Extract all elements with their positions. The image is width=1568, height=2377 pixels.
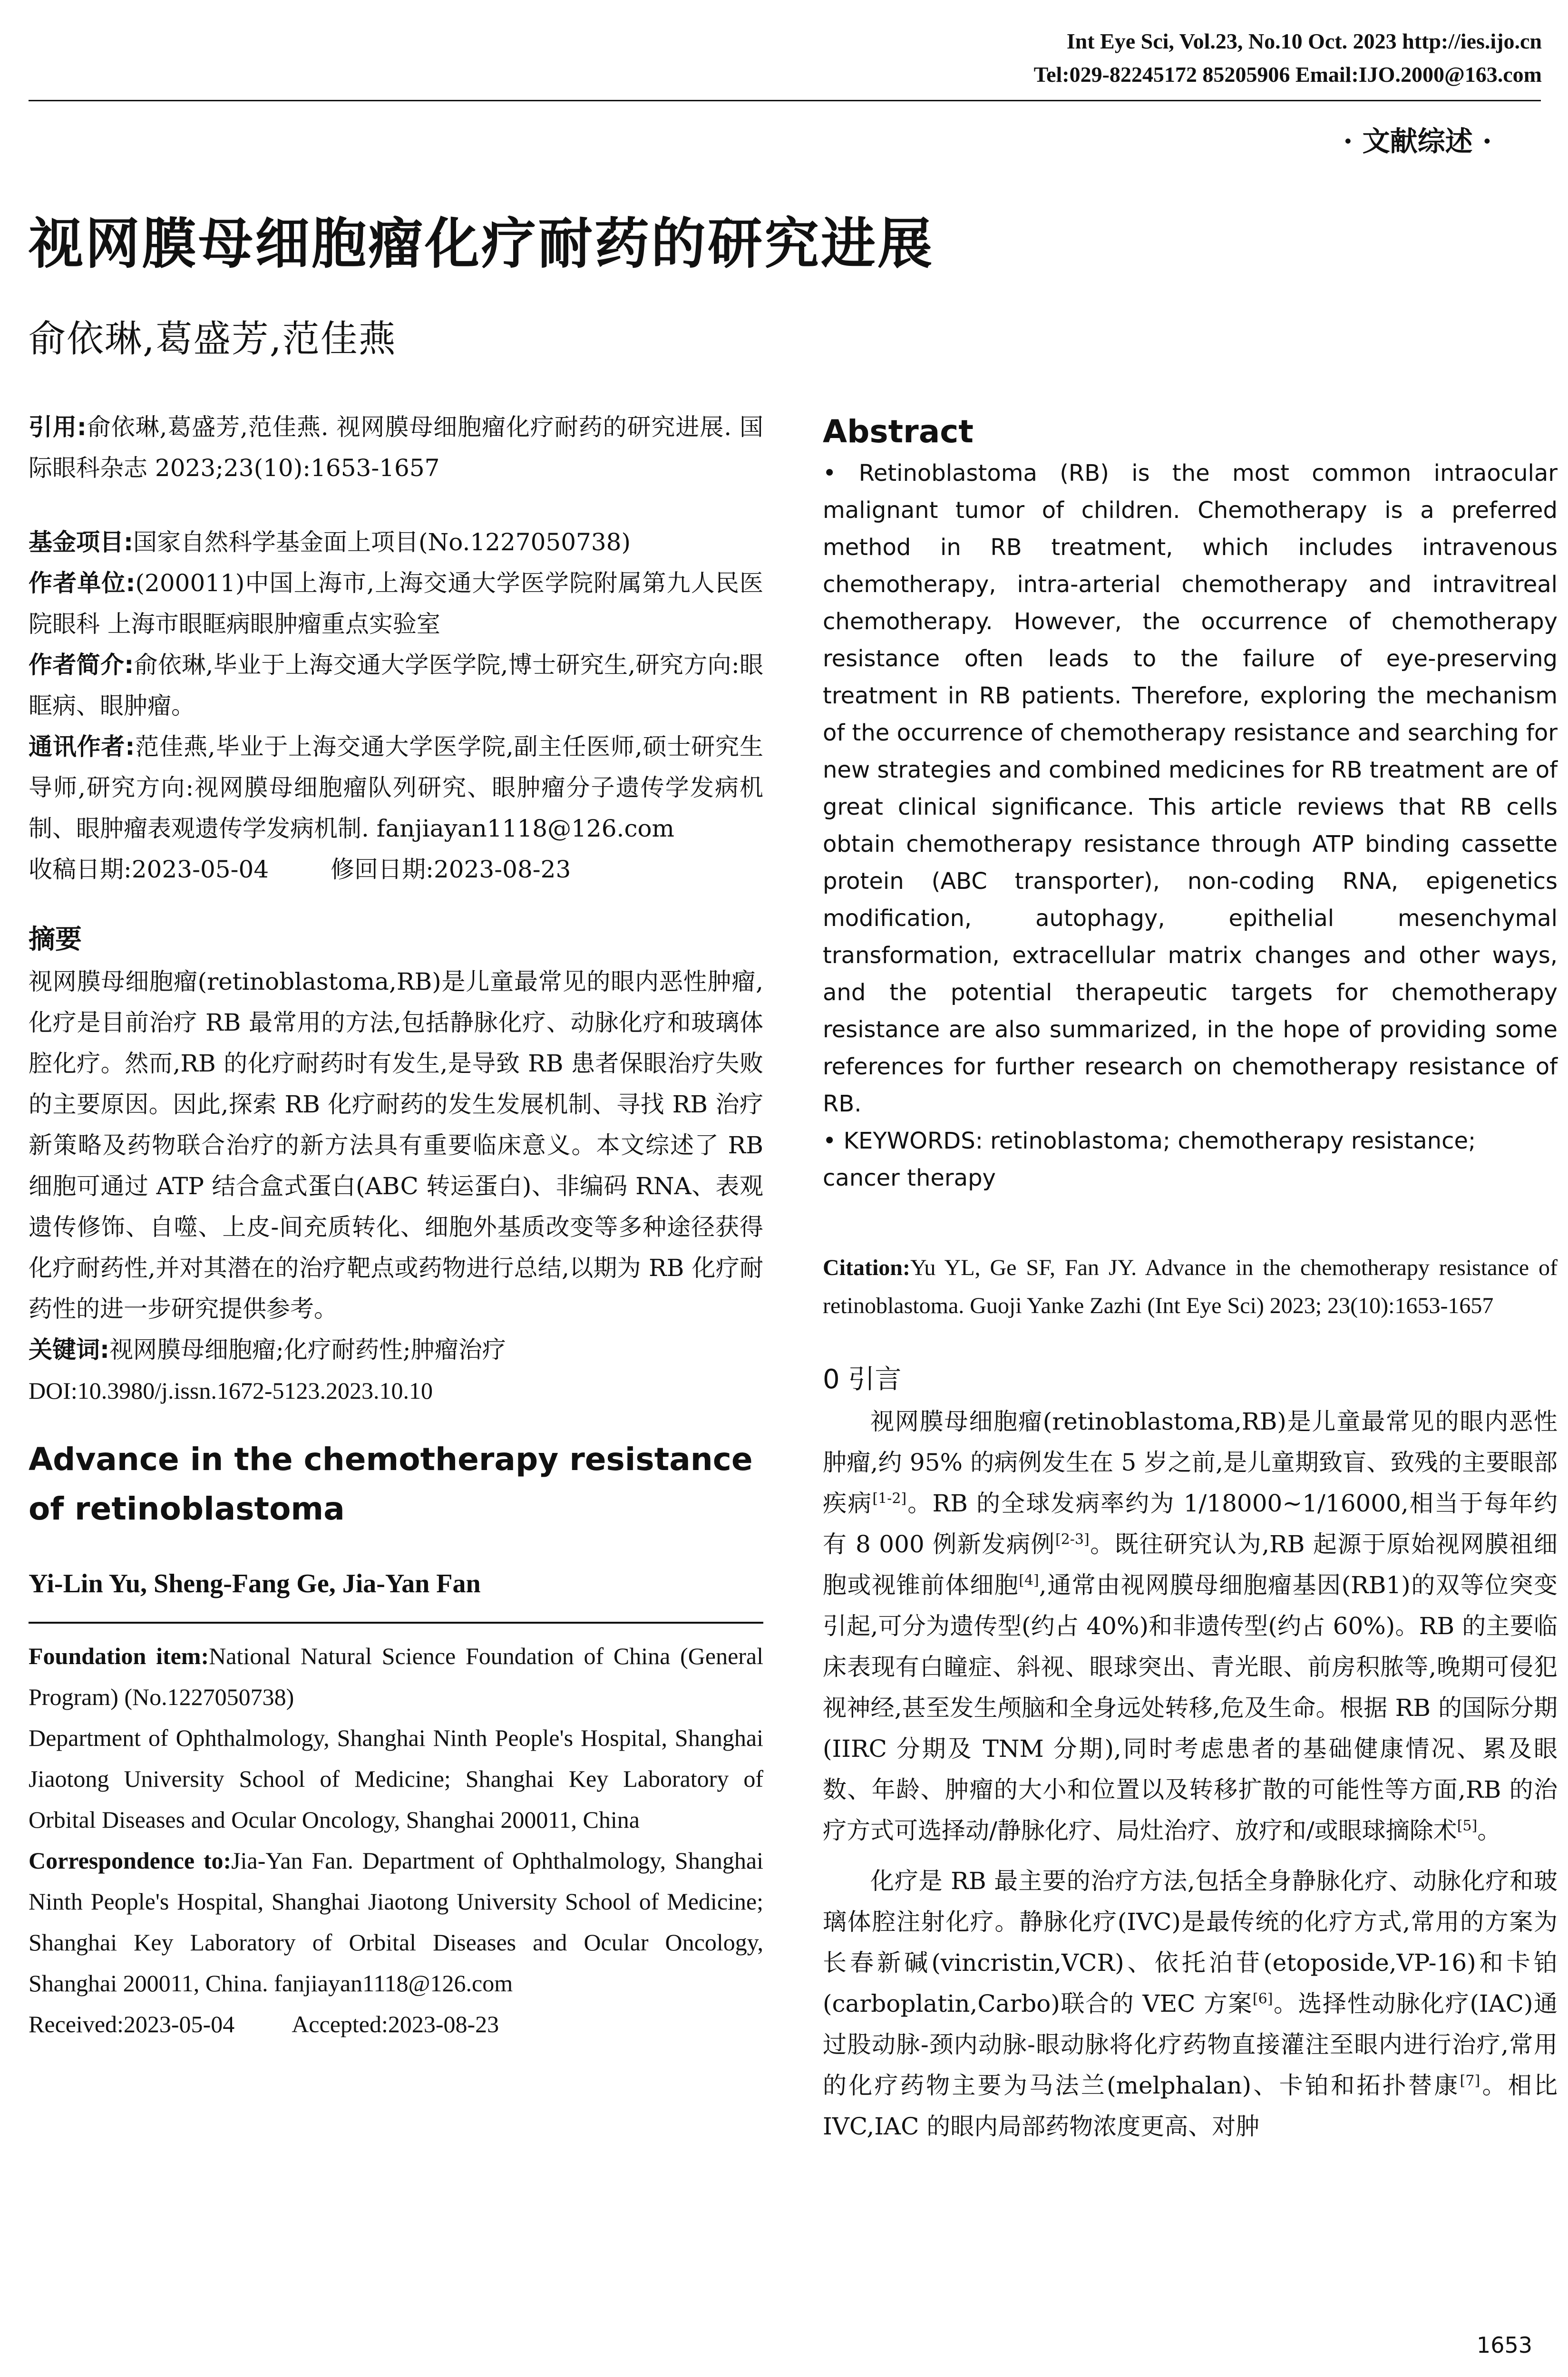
correspondence-text: 范佳燕,毕业于上海交通大学医学院,副主任医师,硕士研究生导师,研究方向:视网膜母细胞瘤队列研究、眼肿瘤分子遗传学发病机制、眼肿瘤表观遗传学发病机制. fanjiayan1118@126.com bbox=[29, 733, 763, 842]
header-rule bbox=[29, 100, 1541, 101]
english-title: Advance in the chemotherapy resistance of retinoblastoma bbox=[29, 1441, 753, 1527]
citation-en-text: Yu YL, Ge SF, Fan JY. Advance in the chemotherapy resistance of retinoblastoma. Guoji Yanke Zazhi (Int Eye Sci) 2023; 23(10):1653-1657 bbox=[823, 1255, 1558, 1318]
reference-7: [7] bbox=[1460, 2072, 1480, 2089]
keywords-text-cn: 视网膜母细胞瘤;化疗耐药性;肿瘤治疗 bbox=[109, 1336, 506, 1364]
affiliation-text: (200011)中国上海市,上海交通大学医学院附属第九人民医院眼科 上海市眼眶病眼肿瘤重点实验室 bbox=[29, 569, 763, 638]
author-bio-label: 作者简介: bbox=[29, 651, 134, 679]
reference-2-3: [2-3] bbox=[1055, 1531, 1090, 1548]
dates-block bbox=[29, 849, 763, 890]
column-tag: · 文献综述 · bbox=[1343, 125, 1492, 157]
abstract-heading-en: Abstract bbox=[823, 413, 974, 450]
intro-p2-text-a: 化疗是 RB 最主要的治疗方法,包括全身静脉化疗、动脉化疗和玻璃体腔注射化疗。静脉化疗(IVC)是最传统的化疗方式,常用的方案为长春新碱(vincristin,VCR)、依托泊苷(etoposide,VP-16)和卡铂(carboplatin,Carbo)联合的 VEC 方案 bbox=[823, 1867, 1558, 2017]
foundation-label: 基金项目: bbox=[29, 528, 133, 556]
english-foundation-text: National Natural Science Foundation of China (General Program) (No.1227050738) bbox=[29, 1643, 764, 1710]
english-accepted: Accepted:2023-08-23 bbox=[292, 2011, 499, 2037]
abstract-text-en: • Retinoblastoma (RB) is the most common intraocular malignant tumor of children. Chemotherapy is a preferred method in RB treatment, which includes intravenous chemotherapy, intra-arterial chemotherapy and intravitreal chemotherapy. However, the occurrence of chemotherapy resistance often leads to the failure of eye-preserving treatment in RB patients. Therefore, exploring the mechanism of the occurrence of chemotherapy resistance and searching for new strategies and combined medicines for RB treatment are of great clinical significance. This article reviews that RB cells obtain chemotherapy resistance through ATP binding cassette protein (ABC transporter), non-coding RNA, epigenetics modification, autophagy, epithelial mesenchymal transformation, extracellular matrix changes and other ways, and the potential therapeutic targets for chemotherapy resistance are also summarized, in the hope of providing some references for further research on chemotherapy resistance of RB. bbox=[823, 460, 1558, 1117]
abstract-text-cn: 视网膜母细胞瘤(retinoblastoma,RB)是儿童最常见的眼内恶性肿瘤,化疗是目前治疗 RB 最常用的方法,包括静脉化疗、动脉化疗和玻璃体腔化疗。然而,RB 的化疗耐药时有发生,是导致 RB 患者保眼治疗失败的主要原因。因此,探索 RB 化疗耐药的发生发展机制、寻找 RB 治疗新策略及药物联合治疗的新方法具有重要临床意义。本文综述了 RB 细胞可通过 ATP 结合盒式蛋白(ABC 转运蛋白)、非编码 RNA、表观遗传修饰、自噬、上皮-间充质转化、细胞外基质改变等多种途径获得化疗耐药性,并对其潜在的治疗靶点或药物进行总结,以期为 RB 化疗耐药性的进一步研究提供参考。 bbox=[29, 968, 763, 1323]
reference-6: [6] bbox=[1252, 1990, 1273, 2007]
foundation-text: 国家自然科学基金面上项目(No.1227050738) bbox=[133, 528, 631, 556]
intro-heading: 0 引言 bbox=[823, 1364, 902, 1395]
journal-contact-line: Tel:029-82245172 85205906 Email:IJO.2000@163.com bbox=[1033, 62, 1542, 87]
english-received: Received:2023-05-04 bbox=[29, 2011, 235, 2037]
citation-label: 引用: bbox=[29, 413, 87, 441]
intro-paragraph-1 bbox=[823, 1401, 1558, 1851]
page-number: 1653 bbox=[1476, 2332, 1532, 2358]
english-foundation-label: Foundation item: bbox=[29, 1643, 209, 1669]
journal-header-line: Int Eye Sci, Vol.23, No.10 Oct. 2023 http://ies.ijo.cn bbox=[1066, 29, 1542, 53]
intro-p1-text-a: 视网膜母细胞瘤(retinoblastoma,RB)是儿童最常见的眼内恶性肿瘤,约 95% 的病例发生在 5 岁之前,是儿童期致盲、致残的主要眼部疾病 bbox=[823, 1408, 1558, 1517]
english-correspondence-label: Correspondence to: bbox=[29, 1847, 232, 1874]
left-column bbox=[29, 407, 763, 2045]
intro-paragraph-2 bbox=[823, 1861, 1558, 2147]
citation-text: 俞依琳,葛盛芳,范佳燕. 视网膜母细胞瘤化疗耐药的研究进展. 国际眼科杂志 2023;23(10):1653-1657 bbox=[29, 413, 763, 482]
english-foundation-block bbox=[29, 1636, 763, 1717]
keywords-en: • KEYWORDS: retinoblastoma; chemotherapy resistance; cancer therapy bbox=[823, 1128, 1476, 1191]
author-bio-block bbox=[29, 644, 763, 726]
intro-p2-text-b: 。选择性动脉化疗(IAC)通过股动脉-颈内动脉-眼动脉将化疗药物直接灌注至眼内进行治疗,常用的化疗药物主要为马法兰(melphalan)、卡铂和拓扑替康 bbox=[823, 1990, 1558, 2099]
doi: DOI:10.3980/j.issn.1672-5123.2023.10.10 bbox=[29, 1377, 433, 1404]
affiliation-label: 作者单位: bbox=[29, 569, 136, 597]
article-authors: 俞依琳,葛盛芳,范佳燕 bbox=[29, 318, 397, 360]
correspondence-label: 通讯作者: bbox=[29, 733, 135, 760]
english-correspondence-text: Jia-Yan Fan. Department of Ophthalmology, Shanghai Ninth People's Hospital, Shanghai Jiaotong University School of Medicine; Shanghai Key Laboratory of Orbital Diseases and Ocular Oncology, Shanghai 200011, China. fanjiayan1118@126.com bbox=[29, 1847, 763, 1997]
received-date: 收稿日期:2023-05-04 bbox=[29, 856, 269, 883]
citation-en-block bbox=[823, 1249, 1558, 1325]
right-column bbox=[823, 409, 1558, 2147]
intro-p2-text-c: 。相比 IVC,IAC 的眼内局部药物浓度更高、对肿 bbox=[823, 2072, 1558, 2140]
english-authors: Yi-Lin Yu, Sheng-Fang Ge, Jia-Yan Fan bbox=[29, 1569, 481, 1598]
affiliation-block bbox=[29, 563, 763, 644]
foundation-block bbox=[29, 522, 763, 563]
english-dates bbox=[29, 2004, 763, 2045]
reference-1-2: [1-2] bbox=[872, 1490, 907, 1507]
correspondence-block bbox=[29, 726, 763, 849]
reference-5: [5] bbox=[1457, 1817, 1478, 1834]
citation-en-label: Citation: bbox=[823, 1255, 910, 1280]
english-department: Department of Ophthalmology, Shanghai Ninth People's Hospital, Shanghai Jiaotong University School of Medicine; Shanghai Key Laboratory of Orbital Diseases and Ocular Oncology, Shanghai 200011, China bbox=[29, 1724, 763, 1833]
keywords-block-cn bbox=[29, 1329, 763, 1370]
revised-date: 修回日期:2023-08-23 bbox=[331, 856, 571, 883]
intro-p1-text-b: 。RB 的全球发病率约为 1/18000~1/16000,相当于每年约有 8 000 例新发病例 bbox=[823, 1490, 1558, 1558]
citation-block bbox=[29, 407, 763, 488]
article-title: 视网膜母细胞瘤化疗耐药的研究进展 bbox=[29, 212, 935, 276]
author-rule bbox=[29, 1622, 763, 1624]
keywords-label-cn: 关键词: bbox=[29, 1336, 109, 1364]
abstract-heading-cn: 摘要 bbox=[29, 924, 82, 955]
intro-p1-text-e: 。 bbox=[1477, 1817, 1501, 1844]
intro-p1-text-c: 。既往研究认为,RB 起源于原始视网膜祖细胞或视锥前体细胞 bbox=[823, 1530, 1558, 1599]
reference-4: [4] bbox=[1019, 1572, 1039, 1589]
author-bio-text: 俞依琳,毕业于上海交通大学医学院,博士研究生,研究方向:眼眶病、眼肿瘤。 bbox=[29, 651, 763, 720]
intro-p1-text-d: ,通常由视网膜母细胞瘤基因(RB1)的双等位突变引起,可分为遗传型(约占 40%)和非遗传型(约占 60%)。RB 的主要临床表现有白瞳症、斜视、眼球突出、青光眼、前房积脓等,晚期可侵犯视神经,甚至发生颅脑和全身远处转移,危及生命。根据 RB 的国际分期(IIRC 分期及 TNM 分期),同时考虑患者的基础健康情况、累及眼数、年龄、肿瘤的大小和位置以及转移扩散的可能性等方面,RB 的治疗方式可选择动/静脉化疗、局灶治疗、放疗和/或眼球摘除术 bbox=[823, 1571, 1558, 1844]
english-correspondence-block bbox=[29, 1840, 763, 2004]
